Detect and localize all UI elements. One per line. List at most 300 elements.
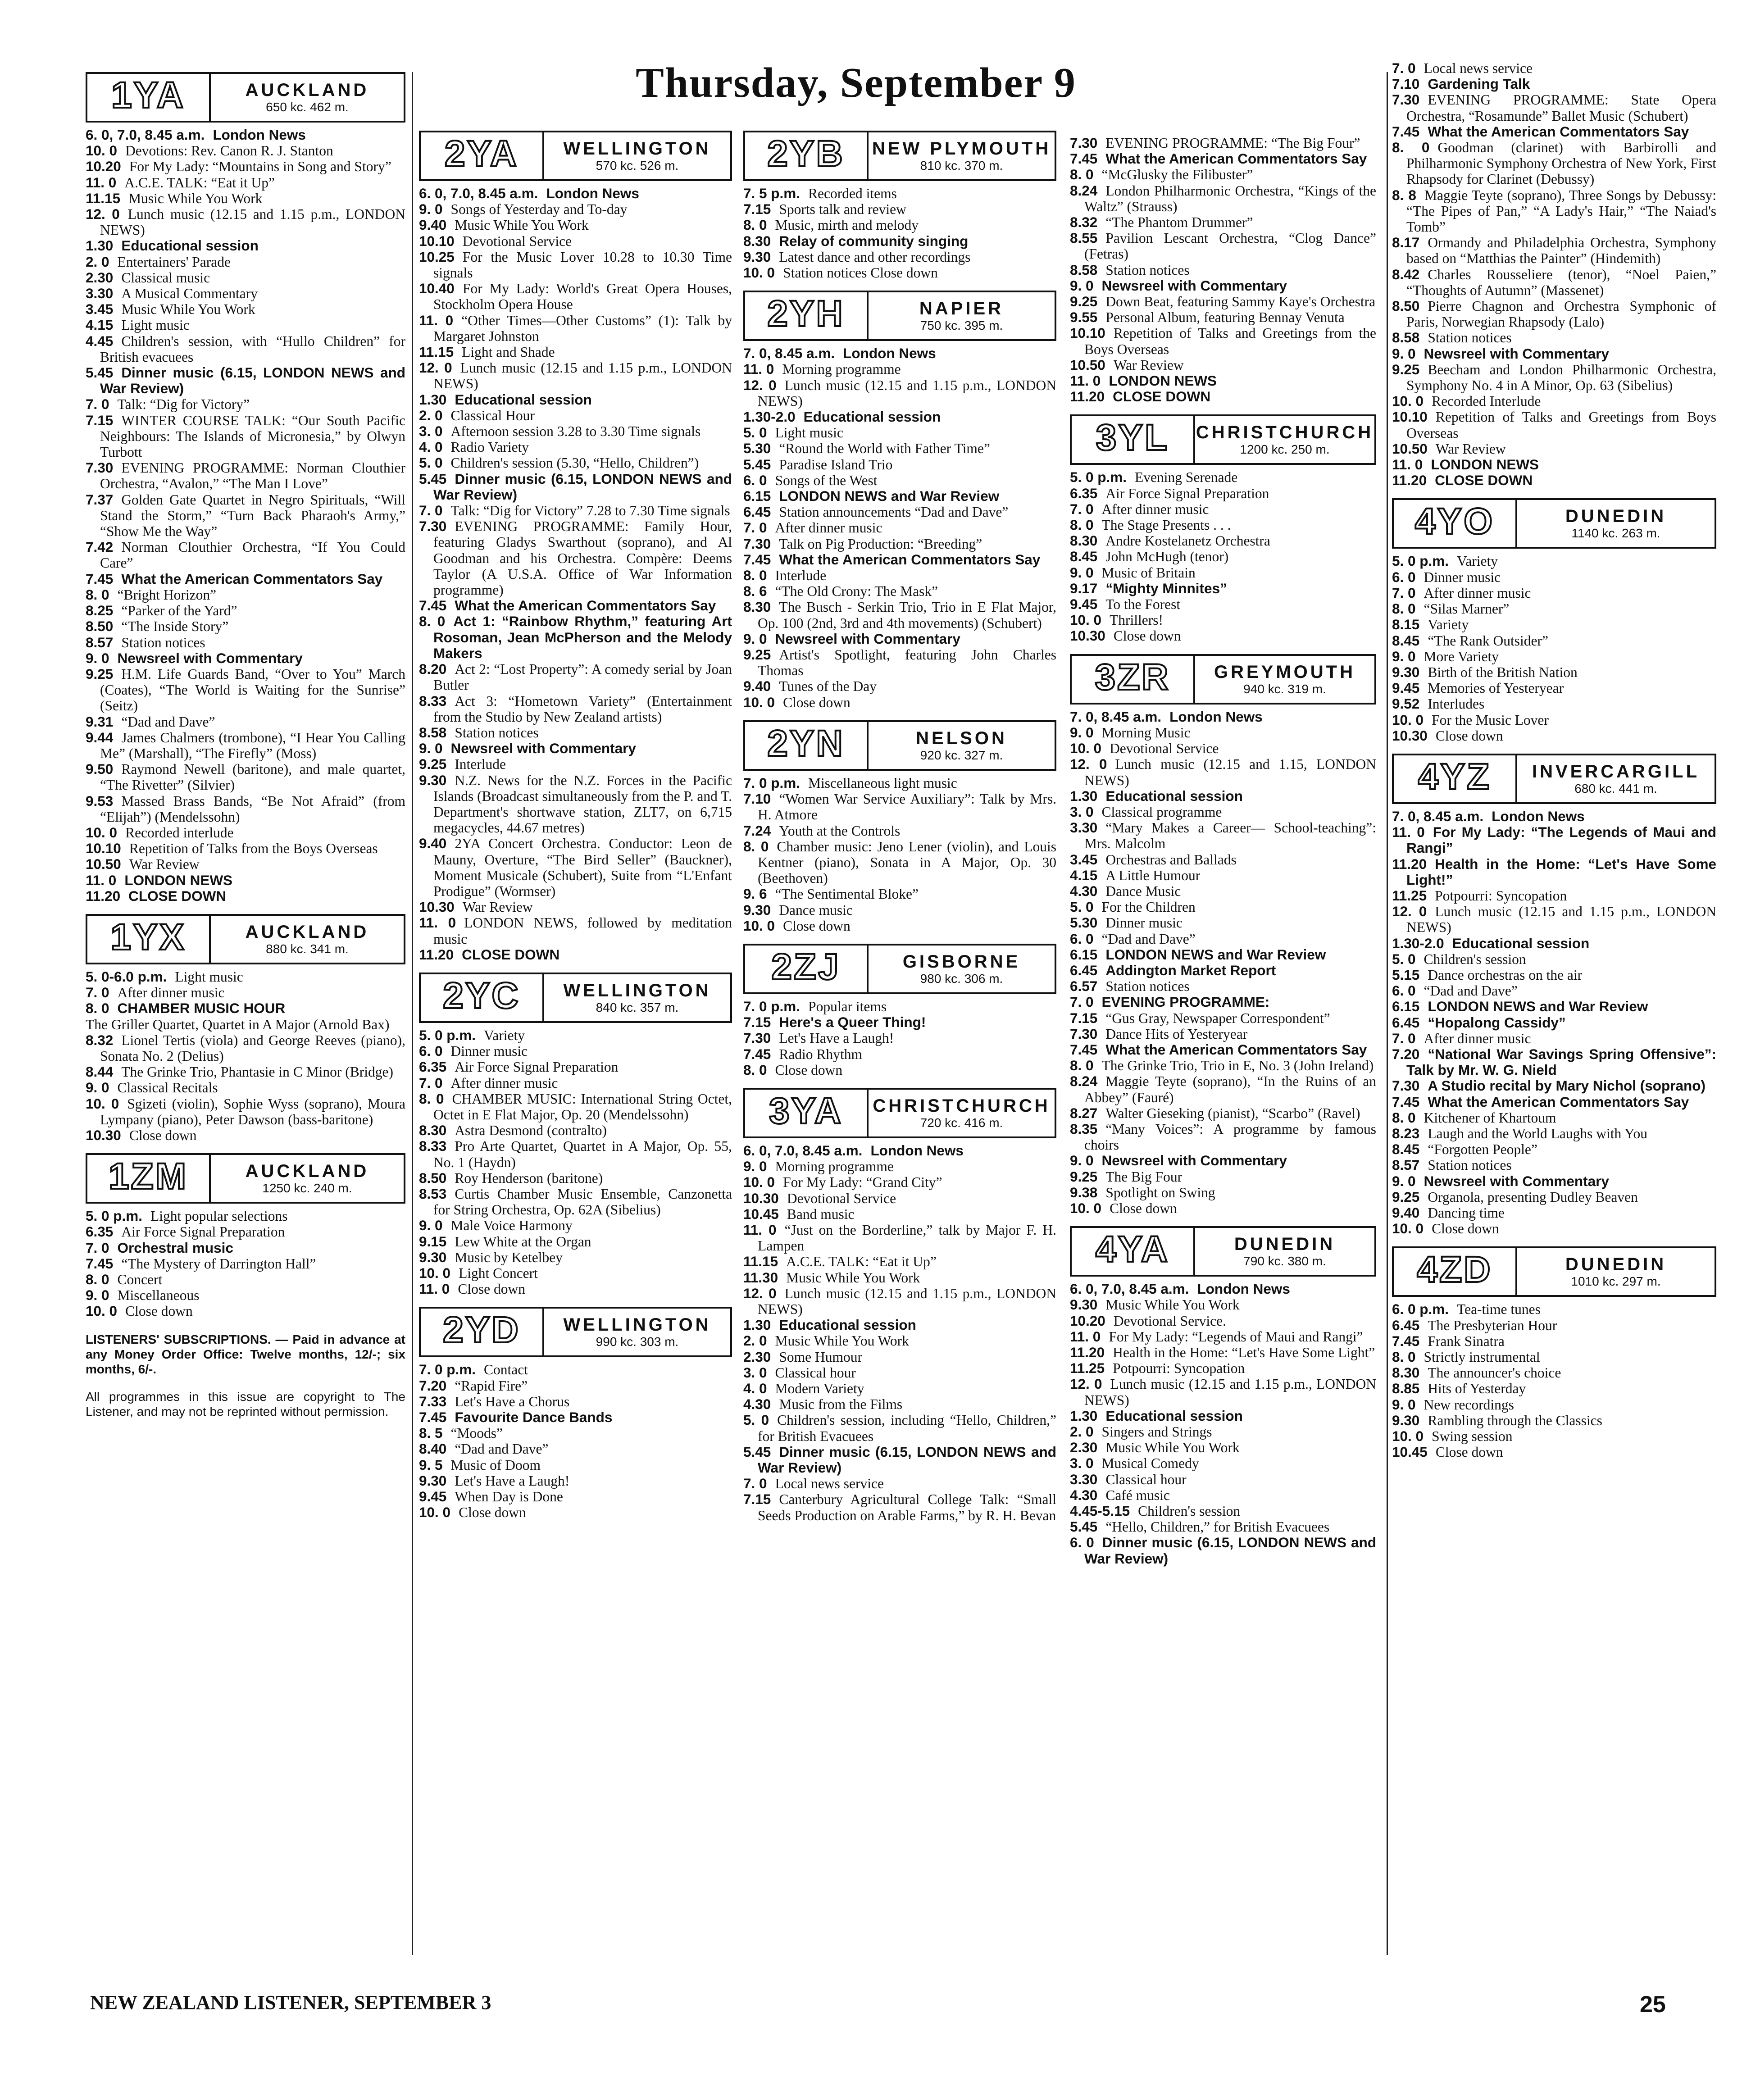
programme-item bbox=[419, 360, 732, 391]
programme-title: Children's session (5.30, “Hello, Children”) bbox=[450, 455, 699, 471]
programme-time: 11. 0 bbox=[1070, 1328, 1101, 1345]
programme-title: Roy Henderson (baritone) bbox=[455, 1170, 603, 1186]
programme-time: 6.35 bbox=[1070, 485, 1098, 501]
programme-title: Lionel Tertis (viola) and George Reeves (piano), Sonata No. 2 (Delius) bbox=[100, 1032, 405, 1064]
programme-item bbox=[1392, 457, 1716, 473]
programme-time: 9.45 bbox=[1392, 680, 1420, 696]
programme-time: 7. 0 bbox=[1070, 500, 1094, 517]
programme-title: Music While You Work bbox=[1105, 1440, 1240, 1456]
programme-item bbox=[86, 571, 405, 587]
programme-item bbox=[1070, 294, 1376, 309]
programme-title: Potpourri: Syncopation bbox=[1113, 1360, 1245, 1377]
programme-title: Classical programme bbox=[1101, 804, 1222, 820]
station-block bbox=[743, 720, 1056, 934]
programme-title: “Gus Gray, Newspaper Correspondent” bbox=[1105, 1010, 1330, 1026]
station-frequency: 940 kc. 319 m. bbox=[1243, 682, 1326, 696]
station-city: GISBORNE bbox=[902, 951, 1021, 972]
programme-item bbox=[1392, 904, 1716, 935]
station-header bbox=[419, 131, 732, 181]
programme-time: 9. 0 bbox=[1070, 724, 1094, 741]
programme-item bbox=[1070, 1169, 1376, 1185]
programme-item bbox=[419, 408, 732, 423]
programme-item bbox=[419, 915, 732, 946]
programme-item bbox=[1070, 565, 1376, 581]
programme-item bbox=[86, 1287, 405, 1303]
programme-title: Andre Kostelanetz Orchestra bbox=[1105, 533, 1270, 549]
programme-title: Orchestral music bbox=[117, 1239, 233, 1256]
station-callsign: 1YX bbox=[87, 916, 211, 963]
programme-item bbox=[1070, 1455, 1376, 1471]
station-block bbox=[1070, 654, 1376, 1217]
programme-item bbox=[1070, 357, 1376, 373]
programme-title: Music While You Work bbox=[775, 1333, 909, 1349]
programme-title: Dance Hits of Yesteryear bbox=[1105, 1026, 1248, 1042]
programme-item bbox=[86, 825, 405, 841]
programme-title: Lew White at the Organ bbox=[455, 1233, 591, 1250]
programme-item bbox=[1392, 1333, 1716, 1349]
programme-title: Close down bbox=[458, 1281, 525, 1297]
programme-time: 7.30 bbox=[419, 518, 447, 535]
programme-title: What the American Commentators Say bbox=[455, 597, 716, 614]
programme-time: 1.30-2.0 bbox=[743, 409, 796, 425]
station-block bbox=[1392, 498, 1716, 743]
programme-item bbox=[86, 587, 405, 603]
programme-title: Walter Gieseking (pianist), “Scarbo” (Ravel) bbox=[1105, 1105, 1360, 1121]
programme-title: Light Concert bbox=[459, 1265, 538, 1281]
programme-title: “Forgotten People” bbox=[1428, 1141, 1537, 1158]
programme-time: 8.33 bbox=[419, 1138, 447, 1155]
programme-time: 7. 0 p.m. bbox=[419, 1361, 476, 1378]
station-frequency: 990 kc. 303 m. bbox=[596, 1335, 679, 1349]
programme-item bbox=[419, 725, 732, 741]
programme-title: Close down bbox=[775, 1062, 843, 1078]
programme-time: 7. 5 p.m. bbox=[743, 185, 801, 201]
programme-time: 7.45 bbox=[1392, 1093, 1420, 1110]
programme-title: LONDON NEWS and War Review bbox=[779, 488, 1000, 505]
programme-title: What the American Commentators Say bbox=[779, 551, 1041, 568]
station-callsign: 3YA bbox=[745, 1090, 869, 1136]
programme-title: The Busch - Serkin Trio, Trio in E Flat Major, Op. 100 (2nd, 3rd and 4th movements) (Schubert) bbox=[758, 599, 1056, 631]
programme-title: CLOSE DOWN bbox=[1435, 472, 1533, 489]
programme-title: Miscellaneous bbox=[117, 1287, 200, 1304]
programme-item bbox=[1392, 633, 1716, 649]
programme-title: Recorded interlude bbox=[125, 824, 234, 841]
programme-title: Artist's Spotlight, featuring John Charles Thomas bbox=[758, 647, 1056, 679]
programme-item bbox=[1392, 140, 1716, 187]
programme-time: 9.38 bbox=[1070, 1184, 1098, 1200]
programme-title: Act 3: “Hometown Variety” (Entertainment from the Studio by New Zealand artists) bbox=[433, 693, 732, 725]
programme-title: Newsreel with Commentary bbox=[117, 650, 303, 666]
programme-item bbox=[419, 1234, 732, 1250]
programme-title: To the Forest bbox=[1105, 596, 1181, 613]
programme-title: Kitchener of Khartoum bbox=[1424, 1109, 1556, 1126]
programme-time: 10. 0 bbox=[1392, 1428, 1424, 1445]
programme-time: 6. 0, 7.0, 8.45 a.m. bbox=[743, 1142, 863, 1159]
programme-time: 2. 0 bbox=[743, 1332, 767, 1349]
programme-title: Light music bbox=[175, 968, 243, 985]
programme-title: Close down bbox=[1113, 628, 1181, 644]
programme-title: CHAMBER MUSIC HOUR bbox=[117, 1000, 286, 1017]
programme-time: 8.50 bbox=[86, 618, 114, 635]
programme-title: After dinner music bbox=[450, 1075, 558, 1091]
programme-title: Youth at the Controls bbox=[779, 823, 901, 839]
programme-time: 7.30 bbox=[743, 1030, 771, 1046]
station-frequency: 920 kc. 327 m. bbox=[920, 748, 1003, 762]
programme-title: Devotional Service bbox=[462, 233, 572, 249]
station-city: WELLINGTON bbox=[563, 139, 711, 159]
programme-time: 7. 0, 8.45 a.m. bbox=[1070, 708, 1162, 725]
programme-item bbox=[419, 899, 732, 915]
programme-time: 10.25 bbox=[419, 248, 455, 265]
programme-title: Repetition of Talks and Greetings from Boys Overseas bbox=[1406, 409, 1716, 441]
programme-item bbox=[1070, 756, 1376, 788]
programme-item bbox=[1392, 1046, 1716, 1078]
station-header bbox=[86, 72, 405, 123]
programme-item bbox=[1392, 1318, 1716, 1333]
programme-time: 7.45 bbox=[86, 570, 114, 587]
programme-time: 8.27 bbox=[1070, 1105, 1098, 1121]
programme-title: Some Humour bbox=[779, 1349, 862, 1365]
programme-title: Educational session bbox=[1105, 787, 1243, 804]
programme-time: 12. 0 bbox=[419, 359, 452, 376]
programme-title: 2YA Concert Orchestra. Conductor: Leon de Mauny, Overture, “The Bird Seller” (Bauckner), Moment Musicale (Schubert), Suite from “L'Enfant Prodigue” (Wormser) bbox=[433, 836, 732, 899]
programme-time: 8. 0 bbox=[1070, 166, 1094, 183]
programme-time: 11.20 bbox=[1070, 1344, 1105, 1360]
programme-item bbox=[86, 254, 405, 270]
programme-item bbox=[743, 186, 1056, 201]
programme-item bbox=[1070, 1026, 1376, 1042]
programme-title: Recorded items bbox=[808, 186, 897, 201]
programme-time: 6. 0 bbox=[1070, 1534, 1094, 1551]
programme-item bbox=[419, 1457, 732, 1473]
programme-item bbox=[743, 265, 1056, 281]
programme-title: “Many Voices”: A programme by famous choirs bbox=[1084, 1121, 1376, 1153]
programme-title: “The Rank Outsider” bbox=[1428, 632, 1548, 649]
programme-item bbox=[1392, 951, 1716, 967]
programme-title: Musical Comedy bbox=[1101, 1455, 1199, 1472]
station-frequency: 880 kc. 341 m. bbox=[266, 941, 349, 956]
programme-item bbox=[86, 492, 405, 540]
programme-title: Children's session, with “Hullo Children” for British evacuees bbox=[100, 333, 405, 365]
programme-item bbox=[743, 583, 1056, 599]
programme-item bbox=[419, 1250, 732, 1265]
programme-time: 10.10 bbox=[86, 840, 121, 857]
programme-item bbox=[743, 377, 1056, 409]
programme-item bbox=[1392, 92, 1716, 123]
programme-title: What the American Commentators Say bbox=[1105, 1041, 1367, 1058]
programme-item bbox=[1392, 393, 1716, 409]
programme-item bbox=[743, 1191, 1056, 1206]
programme-time: 5.45 bbox=[743, 1443, 771, 1460]
programme-title: A Studio recital by Mary Nichol (soprano) bbox=[1428, 1077, 1706, 1094]
programme-item bbox=[1070, 389, 1376, 405]
programme-item bbox=[1070, 167, 1376, 182]
programme-time: 5. 0 bbox=[1392, 950, 1416, 967]
programme-title: Contact bbox=[484, 1362, 528, 1378]
programme-title: Variety bbox=[484, 1027, 525, 1043]
programme-item bbox=[1392, 60, 1716, 76]
programme-title: “Just on the Borderline,” talk by Major F. H. Lampen bbox=[758, 1222, 1056, 1254]
programme-time: 11. 0 bbox=[1392, 456, 1423, 473]
programme-title: Morning Music bbox=[1101, 724, 1191, 741]
programme-item bbox=[1070, 1503, 1376, 1519]
programme-item bbox=[1392, 1189, 1716, 1205]
programme-title: Health in the Home: “Let's Have Some Light” bbox=[1113, 1345, 1375, 1360]
programme-item bbox=[1070, 994, 1376, 1010]
programme-item bbox=[743, 695, 1056, 710]
programme-time: 12. 0 bbox=[1070, 1376, 1102, 1392]
programme-time: 3.30 bbox=[86, 285, 114, 302]
programme-item bbox=[743, 886, 1056, 902]
programme-item bbox=[419, 1425, 732, 1441]
programme-title: Music, mirth and melody bbox=[775, 217, 919, 233]
programme-time: 11.20 bbox=[1070, 388, 1105, 405]
programme-time: 8.85 bbox=[1392, 1380, 1420, 1397]
programme-item bbox=[1070, 309, 1376, 325]
station-block bbox=[1392, 60, 1716, 488]
programme-title: Light popular selections bbox=[150, 1208, 288, 1224]
programme-time: 8. 0 bbox=[1392, 139, 1430, 156]
programme-item bbox=[743, 520, 1056, 536]
programme-time: 10. 0 bbox=[1070, 1200, 1102, 1216]
programme-item bbox=[86, 793, 405, 825]
programme-time: 9.45 bbox=[1070, 596, 1098, 613]
programme-time: 2.30 bbox=[1070, 1439, 1098, 1456]
programme-title: Potpourri: Syncopation bbox=[1435, 887, 1567, 904]
programme-item bbox=[1392, 76, 1716, 92]
programme-title: Let's Have a Chorus bbox=[455, 1393, 570, 1409]
programme-time: 8.15 bbox=[1392, 616, 1420, 633]
programme-item bbox=[1070, 1424, 1376, 1440]
programme-title: Ormandy and Philadelphia Orchestra, Symphony based on “Matthias the Painter” (Hindemith) bbox=[1406, 235, 1716, 267]
programme-title: Close down bbox=[459, 1505, 526, 1521]
programme-title: “Women War Service Auxiliary”: Talk by Mrs. H. Atmore bbox=[758, 791, 1056, 823]
programme-time: 1.30 bbox=[419, 391, 447, 408]
programme-time: 10. 0 bbox=[86, 1095, 119, 1112]
programme-item bbox=[743, 1444, 1056, 1476]
programme-item bbox=[86, 856, 405, 872]
programme-title: Music While You Work bbox=[786, 1269, 920, 1286]
station-header bbox=[1070, 1226, 1376, 1277]
station-block bbox=[1070, 414, 1376, 644]
programme-title: Recorded Interlude bbox=[1432, 393, 1541, 409]
programme-time: 2.30 bbox=[86, 269, 114, 286]
programme-item bbox=[1070, 1281, 1376, 1297]
programme-title: Music of Doom bbox=[450, 1457, 541, 1473]
programme-time: 6.35 bbox=[419, 1059, 447, 1075]
programme-title: Music While You Work bbox=[128, 190, 263, 206]
programme-title: Charles Rousseliere (tenor), “Noel Paien,” “Thoughts of Autumn” (Massenet) bbox=[1406, 266, 1716, 298]
programme-item bbox=[86, 1127, 405, 1143]
programme-title: After dinner music bbox=[1424, 1030, 1531, 1046]
programme-item bbox=[1070, 486, 1376, 501]
programme-title: Café music bbox=[1105, 1487, 1170, 1503]
footer-publication: NEW ZEALAND LISTENER, SEPTEMBER 3 bbox=[90, 1991, 491, 2014]
subscription-notice bbox=[86, 1332, 405, 1377]
programme-time: 7.30 bbox=[743, 535, 771, 552]
programme-item bbox=[1392, 1031, 1716, 1046]
programme-time: 8.20 bbox=[419, 661, 447, 677]
programme-time: 7. 0 bbox=[86, 396, 109, 413]
programme-item bbox=[419, 439, 732, 455]
programme-title: “Bright Horizon” bbox=[117, 586, 217, 603]
station-callsign: 1ZM bbox=[87, 1155, 211, 1202]
programme-time: 7.20 bbox=[1392, 1045, 1420, 1062]
programme-item bbox=[1070, 804, 1376, 820]
programme-title: Raymond Newell (baritone), and male quartet, “The Rivetter” (Silvier) bbox=[100, 761, 405, 793]
programme-item bbox=[419, 1138, 732, 1170]
programme-time: 10.40 bbox=[419, 280, 455, 297]
programme-time: 8.50 bbox=[419, 1169, 447, 1186]
programme-time: 11.15 bbox=[86, 190, 121, 206]
programme-time: 8. 8 bbox=[1392, 186, 1416, 203]
programme-time: 7.30 bbox=[86, 459, 114, 476]
programme-title: Lunch music (12.15 and 1.15 p.m., LONDON NEWS) bbox=[1084, 1376, 1377, 1408]
programme-item bbox=[1070, 262, 1376, 278]
programme-title: EVENING PROGRAMME: State Opera Orchestra, “Rosamunde” Ballet Music (Schubert) bbox=[1406, 92, 1716, 124]
programme-time: 9. 0 bbox=[86, 1287, 109, 1304]
programme-item bbox=[419, 1441, 732, 1457]
programme-item bbox=[743, 249, 1056, 265]
programme-time: 9.30 bbox=[743, 901, 771, 918]
programme-time: 8. 0 bbox=[1392, 1109, 1416, 1126]
programme-title: Singers and Strings bbox=[1101, 1424, 1212, 1440]
programme-item bbox=[1070, 135, 1376, 151]
programme-time: 7.33 bbox=[419, 1393, 447, 1409]
programme-title: Air Force Signal Preparation bbox=[455, 1059, 619, 1075]
programme-item bbox=[1070, 1313, 1376, 1329]
programme-title: Dinner music (6.15, LONDON NEWS and War Review) bbox=[100, 364, 405, 397]
station-callsign: 2YB bbox=[745, 132, 869, 179]
programme-time: 9.30 bbox=[1392, 1412, 1420, 1428]
programme-item bbox=[86, 1032, 405, 1064]
programme-item bbox=[743, 1476, 1056, 1491]
station-block bbox=[86, 72, 405, 904]
programme-time: 8. 0 bbox=[1070, 1057, 1094, 1074]
programme-title: Light music bbox=[775, 425, 843, 441]
programme-item bbox=[743, 345, 1056, 361]
programme-title: Here's a Queer Thing! bbox=[779, 1014, 926, 1031]
station-header bbox=[743, 720, 1056, 771]
programme-item bbox=[86, 635, 405, 650]
programme-item bbox=[1392, 617, 1716, 632]
programme-title: EVENING PROGRAMME: “The Big Four” bbox=[1105, 135, 1360, 151]
programme-title: The Stage Presents . . . bbox=[1101, 517, 1231, 533]
programme-time: 10. 0 bbox=[743, 917, 775, 934]
station-info bbox=[1517, 500, 1715, 547]
programme-item bbox=[743, 425, 1056, 441]
programme-title: Devotional Service bbox=[1110, 741, 1219, 757]
programme-title: War Review bbox=[129, 856, 200, 873]
programme-item bbox=[419, 392, 732, 408]
programme-item bbox=[86, 301, 405, 317]
programme-item bbox=[1070, 1073, 1376, 1105]
programme-title: EVENING PROGRAMME: Norman Clouthier Orchestra, “Avalon,” “The Man I Love” bbox=[100, 460, 405, 492]
programme-title: “Dad and Dave” bbox=[1424, 983, 1518, 999]
programme-time: 7.15 bbox=[743, 1014, 771, 1031]
programme-time: 8.42 bbox=[1392, 266, 1420, 282]
programme-time: 6. 0 p.m. bbox=[1392, 1301, 1449, 1318]
programme-title: Favourite Dance Bands bbox=[455, 1409, 613, 1426]
programme-item bbox=[419, 1505, 732, 1520]
programme-item bbox=[419, 313, 732, 344]
programme-title: WINTER COURSE TALK: “Our South Pacific Neighbours: The Islands of Micronesia,” by Olwyn Turbott bbox=[100, 412, 405, 460]
programme-item bbox=[86, 1080, 405, 1095]
programme-time: 8. 0 bbox=[1392, 600, 1416, 617]
programme-time: 9. 0 bbox=[1392, 1396, 1416, 1413]
programme-title: Dinner music bbox=[1424, 569, 1501, 585]
programme-item bbox=[1070, 1345, 1376, 1360]
programme-time: 3. 0 bbox=[743, 1364, 767, 1381]
station-info bbox=[1195, 656, 1374, 703]
programme-item bbox=[1392, 187, 1716, 235]
station-block bbox=[1070, 135, 1376, 405]
programme-time: 11.20 bbox=[419, 946, 454, 963]
programme-time: 11.25 bbox=[1392, 887, 1427, 904]
programme-title: Newsreel with Commentary bbox=[1101, 1152, 1287, 1169]
programme-item bbox=[1070, 1042, 1376, 1058]
programme-time: 10.45 bbox=[1392, 1444, 1428, 1460]
programme-item bbox=[1070, 373, 1376, 389]
programme-item bbox=[1070, 1440, 1376, 1455]
programme-title: Educational session bbox=[779, 1317, 916, 1333]
programme-item bbox=[1392, 983, 1716, 999]
station-block bbox=[743, 291, 1056, 710]
station-header bbox=[743, 944, 1056, 994]
programme-item bbox=[1070, 612, 1376, 628]
programme-time: 4. 0 bbox=[419, 439, 443, 455]
programme-item bbox=[743, 473, 1056, 488]
programme-title: “National War Savings Spring Offensive”: Talk by Mr. W. G. Nield bbox=[1406, 1045, 1716, 1078]
station-callsign: 4YZ bbox=[1394, 755, 1517, 802]
programme-title: London News bbox=[213, 127, 306, 143]
programme-item bbox=[1070, 214, 1376, 230]
station-frequency: 1140 kc. 263 m. bbox=[1571, 526, 1660, 541]
programme-time: 10.50 bbox=[86, 856, 121, 873]
programme-time: 7. 0, 8.45 a.m. bbox=[1392, 808, 1484, 824]
programme-title: Health in the Home: “Let's Have Some Light!” bbox=[1406, 855, 1716, 888]
programme-title: Golden Gate Quartet in Negro Spirituals, “Will Stand the Storm,” “Turn Back Pharaoh's Army,” “Show Me the Way” bbox=[100, 491, 405, 540]
programme-time: 6.45 bbox=[1392, 1014, 1420, 1031]
programme-item bbox=[743, 536, 1056, 552]
programme-title: What the American Commentators Say bbox=[121, 570, 383, 587]
programme-time: 8.24 bbox=[1070, 1073, 1098, 1090]
station-header bbox=[743, 131, 1056, 181]
programme-title: Interludes bbox=[1428, 696, 1485, 712]
station-block bbox=[743, 131, 1056, 281]
programme-time: 7.45 bbox=[743, 1045, 771, 1062]
programme-title: Close down bbox=[1435, 1444, 1503, 1460]
programme-time: 7.15 bbox=[86, 412, 114, 428]
programme-time: 7.45 bbox=[1070, 1041, 1098, 1058]
programme-title: Lunch music (12.15 and 1.15 p.m., LONDON NEWS) bbox=[1406, 904, 1717, 936]
programme-title: Male Voice Harmony bbox=[450, 1218, 573, 1234]
programme-title: LONDON NEWS bbox=[1431, 456, 1539, 473]
station-header bbox=[1392, 1246, 1716, 1297]
programme-item bbox=[86, 1256, 405, 1272]
station-callsign: 4ZD bbox=[1394, 1248, 1517, 1295]
programme-time: 6. 0, 7.0, 8.45 a.m. bbox=[86, 127, 205, 143]
programme-item bbox=[743, 409, 1056, 425]
programme-item bbox=[743, 361, 1056, 377]
programme-title: The announcer's choice bbox=[1428, 1365, 1561, 1381]
programme-item bbox=[1392, 409, 1716, 441]
programme-time: 9. 0 bbox=[743, 1158, 767, 1175]
station-info bbox=[1195, 1228, 1374, 1275]
programme-time: 11. 0 bbox=[419, 312, 454, 328]
programme-time: 7. 0 bbox=[419, 502, 443, 519]
programme-title: Repetition of Talks and Greetings from the Boys Overseas bbox=[1084, 325, 1376, 357]
